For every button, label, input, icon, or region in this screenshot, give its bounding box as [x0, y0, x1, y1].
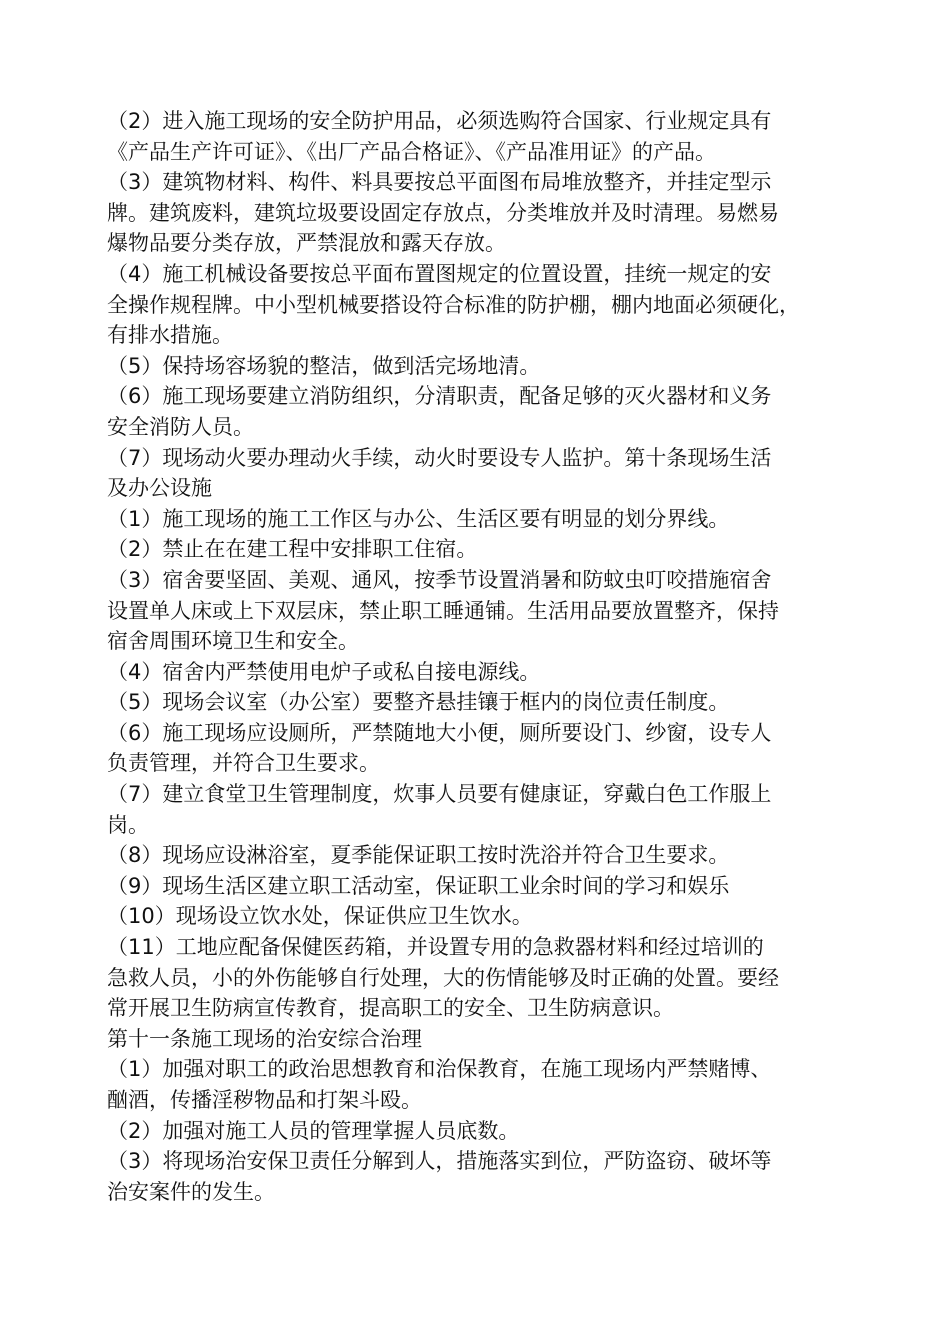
text-line: 酗酒，传播淫秽物品和打架斗殴。: [107, 1088, 422, 1112]
text-line: （2）禁止在在建工程中安排职工住宿。: [107, 537, 478, 562]
text-line: （2）进入施工现场的安全防护用品，必须选购符合国家、行业规定具有: [107, 109, 772, 133]
text-line: 急救人员，小的外伤能够自行处理，大的伤情能够及时正确的处置。要经: [107, 965, 779, 990]
text-line: （7）建立食堂卫生管理制度，炊事人员要有健康证，穿戴白色工作服上: [107, 782, 772, 807]
text-line: 治安案件的发生。: [107, 1179, 275, 1204]
text-line: （3）将现场治安保卫责任分解到人，措施落实到位，严防盗窃、破坏等: [107, 1149, 772, 1174]
text-line: （5）保持场容场貌的整洁，做到活完场地清。: [107, 353, 541, 378]
text-line: （1）施工现场的施工工作区与办公、生活区要有明显的划分界线。: [107, 506, 730, 531]
text-line: 安全消防人员。: [107, 414, 254, 439]
text-line: （9）现场生活区建立职工活动室，保证职工业余时间的学习和娱乐: [107, 873, 730, 898]
text-line: 《产品生产许可证》、《出厂产品合格证》、《产品准用证》的产品。: [107, 139, 716, 164]
text-line: 岗。: [107, 812, 149, 837]
document-body: [107, 106, 867, 1207]
text-line: 设置单人床或上下双层床，禁止职工睡通铺。生活用品要放置整齐，保持: [107, 598, 779, 623]
text-line: 宿舍周围环境卫生和安全。: [107, 629, 359, 654]
text-line: （2）加强对施工人员的管理掌握人员底数。: [107, 1118, 520, 1143]
text-line: 及办公设施: [107, 476, 212, 501]
text-line: （7）现场动火要办理动火手续，动火时要设专人监护。第十条现场生活: [107, 445, 772, 470]
text-line: （3）宿舍要坚固、美观、通风，按季节设置消暑和防蚊虫叮咬措施宿舍: [107, 567, 772, 592]
text-line: 负责管理，并符合卫生要求。: [107, 751, 380, 776]
text-line: （4）施工机械设备要按总平面布置图规定的位置设置，挂统一规定的安: [107, 261, 772, 286]
text-line: （10）现场设立饮水处，保证供应卫生饮水。: [107, 904, 533, 929]
text-line: 常开展卫生防病宣传教育，提高职工的安全、卫生防病意识。: [107, 996, 674, 1021]
text-line: （3）建筑物材料、构件、料具要按总平面图布局堆放整齐，并挂定型示: [107, 170, 772, 195]
text-line: （8）现场应设淋浴室，夏季能保证职工按时洗浴并符合卫生要求。: [107, 843, 730, 868]
text-line: 有排水措施。: [107, 323, 233, 348]
text-line: 全操作规程牌。中小型机械要搭设符合标准的防护棚，棚内地面必须硬化，: [107, 292, 800, 317]
text-line: （4）宿舍内严禁使用电炉子或私自接电源线。: [107, 659, 541, 684]
text-line: 爆物品要分类存放，严禁混放和露天存放。: [107, 231, 506, 256]
text-line: （6）施工现场应设厕所，严禁随地大小便，厕所要设门、纱窗，设专人: [107, 720, 772, 745]
section-heading: 第十一条施工现场的治安综合治理: [107, 1026, 422, 1051]
text-line: （5）现场会议室（办公室）要整齐悬挂镶于框内的岗位责任制度。: [107, 690, 730, 715]
text-line: （6）施工现场要建立消防组织，分清职责，配备足够的灭火器材和义务: [107, 384, 772, 409]
text-line: （1）加强对职工的政治思想教育和治保教育，在施工现场内严禁赌博、: [107, 1057, 772, 1082]
text-line: （11）工地应配备保健医药箱，并设置专用的急救器材料和经过培训的: [107, 935, 764, 960]
text-line: 牌。建筑废料，建筑垃圾要设固定存放点，分类堆放并及时清理。易燃易: [107, 200, 779, 225]
